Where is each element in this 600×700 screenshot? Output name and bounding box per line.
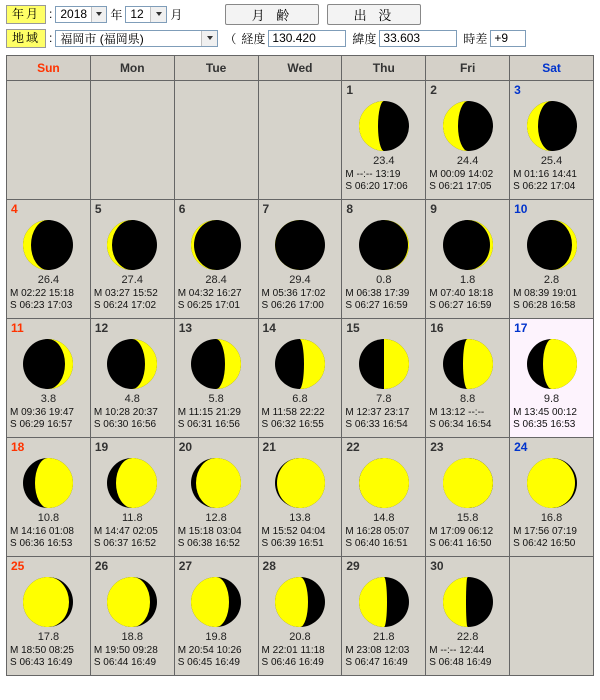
month-select-value: 12: [130, 7, 144, 21]
sunrise-sunset-times: S 06:36 16:53: [10, 538, 73, 549]
timezone-label: 時差: [463, 31, 488, 46]
calendar-day-cell[interactable]: [426, 200, 510, 319]
moon-age-value: 15.8: [456, 512, 479, 524]
moon-age-value: 10.8: [37, 512, 60, 524]
day-number: 17: [514, 321, 528, 335]
calendar-day-cell[interactable]: [258, 319, 342, 438]
moonrise-times: M --:-- 12:44: [429, 645, 485, 656]
moon-age-value: 4.8: [124, 393, 140, 405]
toolbar: [0, 0, 600, 53]
moonrise-times: M 17:56 07:19: [513, 526, 577, 537]
year-month-row: [6, 4, 594, 24]
moon-phase-icon: [342, 98, 425, 154]
day-number: 15: [346, 321, 360, 335]
calendar-day-cell[interactable]: [342, 557, 426, 676]
moon-age-value: 8.8: [459, 393, 476, 405]
sunrise-sunset-times: S 06:25 17:01: [177, 300, 240, 311]
year-select-value: 2018: [60, 7, 88, 21]
year-month-label: 年月: [6, 5, 46, 24]
moon-phase-icon: [175, 336, 258, 392]
sunrise-sunset-times: S 06:35 16:53: [513, 419, 576, 430]
weekday-header-sat: Sat: [510, 56, 594, 81]
sunrise-sunset-times: S 06:44 16:49: [93, 657, 157, 668]
sunrise-sunset-times: S 06:32 16:55: [261, 419, 324, 430]
moon-phase-icon: [91, 455, 174, 511]
day-number: 14: [262, 321, 276, 335]
longitude-input[interactable]: 130.420: [268, 30, 346, 47]
calendar-body: [7, 81, 594, 676]
day-number: 25: [11, 559, 25, 573]
moonrise-times: M 08:39 19:01: [513, 288, 577, 299]
moon-age-value: 14.8: [373, 512, 395, 524]
moon-age-value: 17.8: [37, 631, 60, 643]
weekday-header-thu: Thu: [342, 56, 426, 81]
moon-phase-icon: [426, 455, 509, 511]
calendar-day-cell[interactable]: [510, 438, 594, 557]
calendar-day-cell[interactable]: [342, 319, 426, 438]
calendar-day-cell[interactable]: [90, 557, 174, 676]
moonrise-times: M 11:15 21:29: [177, 407, 241, 418]
weekday-header-tue: Tue: [174, 56, 258, 81]
month-select[interactable]: [125, 6, 167, 23]
calendar-day-cell[interactable]: [342, 81, 426, 200]
moon-phase-icon: [426, 336, 509, 392]
moonrise-times: M 07:40 18:18: [429, 288, 494, 299]
sunrise-sunset-times: S 06:23 17:03: [10, 300, 73, 311]
calendar-day-cell[interactable]: [510, 200, 594, 319]
moon-age-value: 27.4: [121, 274, 143, 286]
moon-phase-icon: [91, 336, 174, 392]
day-number: 26: [94, 559, 109, 573]
latitude-input[interactable]: 33.603: [379, 30, 457, 47]
longitude-label: 経度: [241, 31, 266, 46]
calendar-week-row: [7, 81, 594, 200]
chevron-down-icon: [201, 31, 217, 46]
moon-age-value: 7.8: [376, 393, 392, 405]
sunrise-sunset-times: S 06:47 16:49: [345, 657, 408, 668]
chevron-down-icon: [150, 7, 166, 22]
moon-phase-icon: [510, 217, 593, 273]
moon-age-value: 18.8: [121, 631, 143, 643]
region-row: [6, 28, 594, 48]
moonrise-times: M 09:36 19:47: [10, 407, 74, 418]
sunrise-sunset-times: S 06:21 17:05: [429, 181, 492, 192]
day-number: 10: [514, 202, 528, 216]
day-number: 19: [94, 440, 109, 454]
calendar-week-row: [7, 200, 594, 319]
moon-phase-icon: [426, 574, 509, 630]
region-select-value: 福岡市 (福岡県): [60, 31, 144, 46]
moon-phase-icon: [342, 336, 425, 392]
moonrise-times: M 15:52 04:04: [261, 526, 326, 537]
weekday-header-mon: Mon: [90, 56, 174, 81]
sunrise-sunset-times: S 06:29 16:57: [10, 419, 73, 430]
moonrise-times: M 13:45 00:12: [513, 407, 577, 418]
day-number: 5: [94, 202, 102, 216]
moon-age-value: 6.8: [292, 393, 308, 405]
calendar-day-cell[interactable]: [90, 319, 174, 438]
day-number: 3: [514, 83, 521, 97]
calendar-week-row: [7, 557, 594, 676]
day-number: 22: [346, 440, 360, 454]
moon-age-value: 12.8: [205, 512, 227, 524]
calendar-cell-empty: [90, 81, 174, 200]
moon-age-button[interactable]: 月 齢: [225, 4, 319, 25]
day-number: 18: [11, 440, 25, 454]
sunrise-sunset-times: S 06:48 16:49: [429, 657, 492, 668]
moon-age-value: 28.4: [205, 274, 227, 286]
moon-phase-icon: [175, 217, 258, 273]
moon-age-value: 22.8: [456, 631, 479, 643]
year-select[interactable]: [55, 6, 107, 23]
moon-age-value: 24.4: [456, 155, 479, 167]
colon-2: :: [49, 31, 53, 45]
moon-age-value: 16.8: [540, 512, 563, 524]
moon-phase-icon: [510, 98, 593, 154]
day-number: 16: [430, 321, 444, 335]
moonrise-times: M 18:50 08:25: [10, 645, 74, 656]
moon-phase-icon: [259, 217, 342, 273]
moon-phase-icon: [426, 98, 509, 154]
calendar-cell-empty: [7, 81, 91, 200]
sunrise-sunset-times: S 06:27 16:59: [429, 300, 492, 311]
calendar-day-cell[interactable]: [174, 438, 258, 557]
sunrise-sunset-times: S 06:20 17:06: [345, 181, 408, 192]
moonrise-times: M 16:28 05:07: [345, 526, 410, 537]
day-number: 13: [178, 321, 193, 335]
calendar-day-cell[interactable]: [258, 438, 342, 557]
moonrise-times: M 23:08 12:03: [345, 645, 410, 656]
day-number: 23: [430, 440, 444, 454]
moon-phase-icon: [426, 217, 509, 273]
moon-age-value: 9.8: [543, 393, 560, 405]
day-number: 12: [94, 321, 109, 335]
day-number: 28: [262, 559, 276, 573]
moonrise-times: M 15:18 03:04: [177, 526, 242, 537]
sunrise-sunset-times: S 06:27 16:59: [345, 300, 408, 311]
moon-phase-icon: [342, 455, 425, 511]
moonrise-times: M 14:16 01:08: [10, 526, 74, 537]
calendar-day-cell[interactable]: [174, 319, 258, 438]
calendar-day-cell[interactable]: [426, 557, 510, 676]
day-number: 6: [178, 202, 186, 216]
day-number: 4: [11, 202, 18, 216]
day-number: 9: [430, 202, 437, 216]
calendar-week-row: [7, 438, 594, 557]
calendar-day-cell[interactable]: [342, 200, 426, 319]
moon-phase-icon: [259, 574, 342, 630]
day-number: 1: [346, 83, 354, 97]
moonrise-times: M 17:09 06:12: [429, 526, 494, 537]
moon-phase-icon: [510, 455, 593, 511]
moonrise-times: M 06:38 17:39: [345, 288, 410, 299]
moon-age-value: 21.8: [373, 631, 395, 643]
calendar-day-cell[interactable]: [258, 557, 342, 676]
moon-age-value: 19.8: [205, 631, 227, 643]
calendar-day-cell[interactable]: [426, 319, 510, 438]
calendar-day-cell[interactable]: [174, 200, 258, 319]
sunrise-sunset-times: S 06:43 16:49: [10, 657, 73, 668]
region-select[interactable]: [55, 30, 218, 47]
moonrise-times: M 05:36 17:02: [261, 288, 326, 299]
sunrise-sunset-times: S 06:41 16:50: [429, 538, 492, 549]
calendar-day-cell[interactable]: [90, 200, 174, 319]
moonrise-times: M 19:50 09:28: [93, 645, 158, 656]
moon-phase-icon: [342, 217, 425, 273]
moonrise-times: M 11:58 22:22: [261, 407, 325, 418]
sunrise-sunset-times: S 06:24 17:02: [93, 300, 157, 311]
calendar-day-cell[interactable]: [342, 438, 426, 557]
moon-age-value: 23.4: [373, 155, 395, 167]
moonrise-times: M 12:37 23:17: [345, 407, 410, 418]
moon-phase-icon: [510, 336, 593, 392]
calendar-day-cell[interactable]: [7, 319, 91, 438]
moonrise-times: M 04:32 16:27: [177, 288, 242, 299]
moon-phase-icon: [175, 455, 258, 511]
moonrise-times: M 03:27 15:52: [93, 288, 158, 299]
day-number: 8: [346, 202, 354, 216]
moonrise-times: M 13:12 --:--: [429, 407, 485, 418]
latitude-label: 緯度: [352, 31, 377, 46]
moon-phase-icon: [7, 217, 90, 273]
weekday-header-sun: Sun: [7, 56, 91, 81]
day-number: 30: [430, 559, 444, 573]
moon-age-value: 29.4: [289, 274, 311, 286]
calendar-cell-empty: [510, 557, 594, 676]
moon-phase-icon: [7, 574, 90, 630]
calendar-cell-empty: [174, 81, 258, 200]
calendar-day-cell[interactable]: [174, 557, 258, 676]
moon-phase-icon: [259, 336, 342, 392]
weekday-header-fri: Fri: [426, 56, 510, 81]
paren-open: （: [224, 31, 237, 46]
calendar-day-cell[interactable]: [90, 438, 174, 557]
calendar-day-cell[interactable]: [510, 319, 594, 438]
sunrise-sunset-times: S 06:46 16:49: [261, 657, 324, 668]
moonrise-times: M 10:28 20:37: [93, 407, 158, 418]
day-number: 2: [430, 83, 437, 97]
calendar-day-cell[interactable]: [7, 557, 91, 676]
calendar-day-cell[interactable]: [510, 81, 594, 200]
sunrise-sunset-times: S 06:30 16:56: [93, 419, 157, 430]
calendar-header-row: [7, 56, 594, 81]
year-unit-label: 年: [110, 7, 123, 22]
moon-age-value: 13.8: [289, 512, 311, 524]
sunrise-sunset-times: S 06:33 16:54: [345, 419, 408, 430]
region-label: 地域: [6, 29, 46, 48]
timezone-input[interactable]: +9: [490, 30, 526, 47]
moon-age-value: 20.8: [289, 631, 311, 643]
moonrise-times: M 14:47 02:05: [93, 526, 158, 537]
sunrise-sunset-times: S 06:39 16:51: [261, 538, 324, 549]
moon-age-value: 5.8: [208, 393, 224, 405]
calendar-day-cell[interactable]: [258, 200, 342, 319]
moonrise-times: M --:-- 13:19: [345, 169, 401, 180]
sunrise-sunset-times: S 06:37 16:52: [93, 538, 157, 549]
moon-age-value: 0.8: [376, 274, 392, 286]
sunrise-sunset-times: S 06:45 16:49: [177, 657, 240, 668]
day-number: 24: [514, 440, 528, 454]
moonrise-times: M 22:01 11:18: [261, 645, 325, 656]
day-number: 29: [346, 559, 360, 573]
moonrise-times: M 00:09 14:02: [429, 169, 494, 180]
day-number: 20: [178, 440, 193, 454]
day-number: 21: [262, 440, 276, 454]
sunrise-sunset-times: S 06:38 16:52: [177, 538, 240, 549]
moon-age-value: 26.4: [37, 274, 60, 286]
moonrise-times: M 02:22 15:18: [10, 288, 74, 299]
moon-phase-icon: [91, 217, 174, 273]
chevron-down-icon: [91, 7, 106, 22]
moon-calendar: [6, 55, 594, 676]
moon-phase-icon: [342, 574, 425, 630]
sunrise-sunset-times: S 06:42 16:50: [513, 538, 576, 549]
month-unit-label: 月: [170, 7, 183, 22]
moonrise-times: M 01:16 14:41: [513, 169, 577, 180]
sunrise-sunset-times: S 06:34 16:54: [429, 419, 492, 430]
day-number: 11: [11, 321, 24, 335]
moon-phase-icon: [175, 574, 258, 630]
calendar-day-cell[interactable]: [426, 438, 510, 557]
calendar-cell-empty: [258, 81, 342, 200]
moon-age-value: 25.4: [540, 155, 563, 167]
calendar-day-cell[interactable]: [426, 81, 510, 200]
colon-1: :: [49, 7, 53, 21]
day-number: 7: [262, 202, 270, 216]
moonrise-times: M 20:54 10:26: [177, 645, 242, 656]
day-number: 27: [178, 559, 193, 573]
moon-age-value: 1.8: [459, 274, 476, 286]
sunrise-sunset-times: S 06:28 16:58: [513, 300, 576, 311]
sunrise-sunset-times: S 06:22 17:04: [513, 181, 576, 192]
sunrise-sunset-times: S 06:26 17:00: [261, 300, 324, 311]
sunrise-sunset-times: S 06:40 16:51: [345, 538, 408, 549]
sunrise-sunset-times: S 06:31 16:56: [177, 419, 240, 430]
moon-age-value: 3.8: [40, 393, 57, 405]
moon-phase-icon: [259, 455, 342, 511]
rise-set-button[interactable]: 出 没: [327, 4, 421, 25]
calendar-week-row: [7, 319, 594, 438]
moon-phase-icon: [91, 574, 174, 630]
moon-phase-icon: [7, 336, 90, 392]
moon-age-value: 11.8: [121, 512, 143, 524]
weekday-header-wed: Wed: [258, 56, 342, 81]
calendar-day-cell[interactable]: [7, 438, 91, 557]
calendar-day-cell[interactable]: [7, 200, 91, 319]
moon-phase-icon: [7, 455, 90, 511]
moon-age-value: 2.8: [543, 274, 560, 286]
